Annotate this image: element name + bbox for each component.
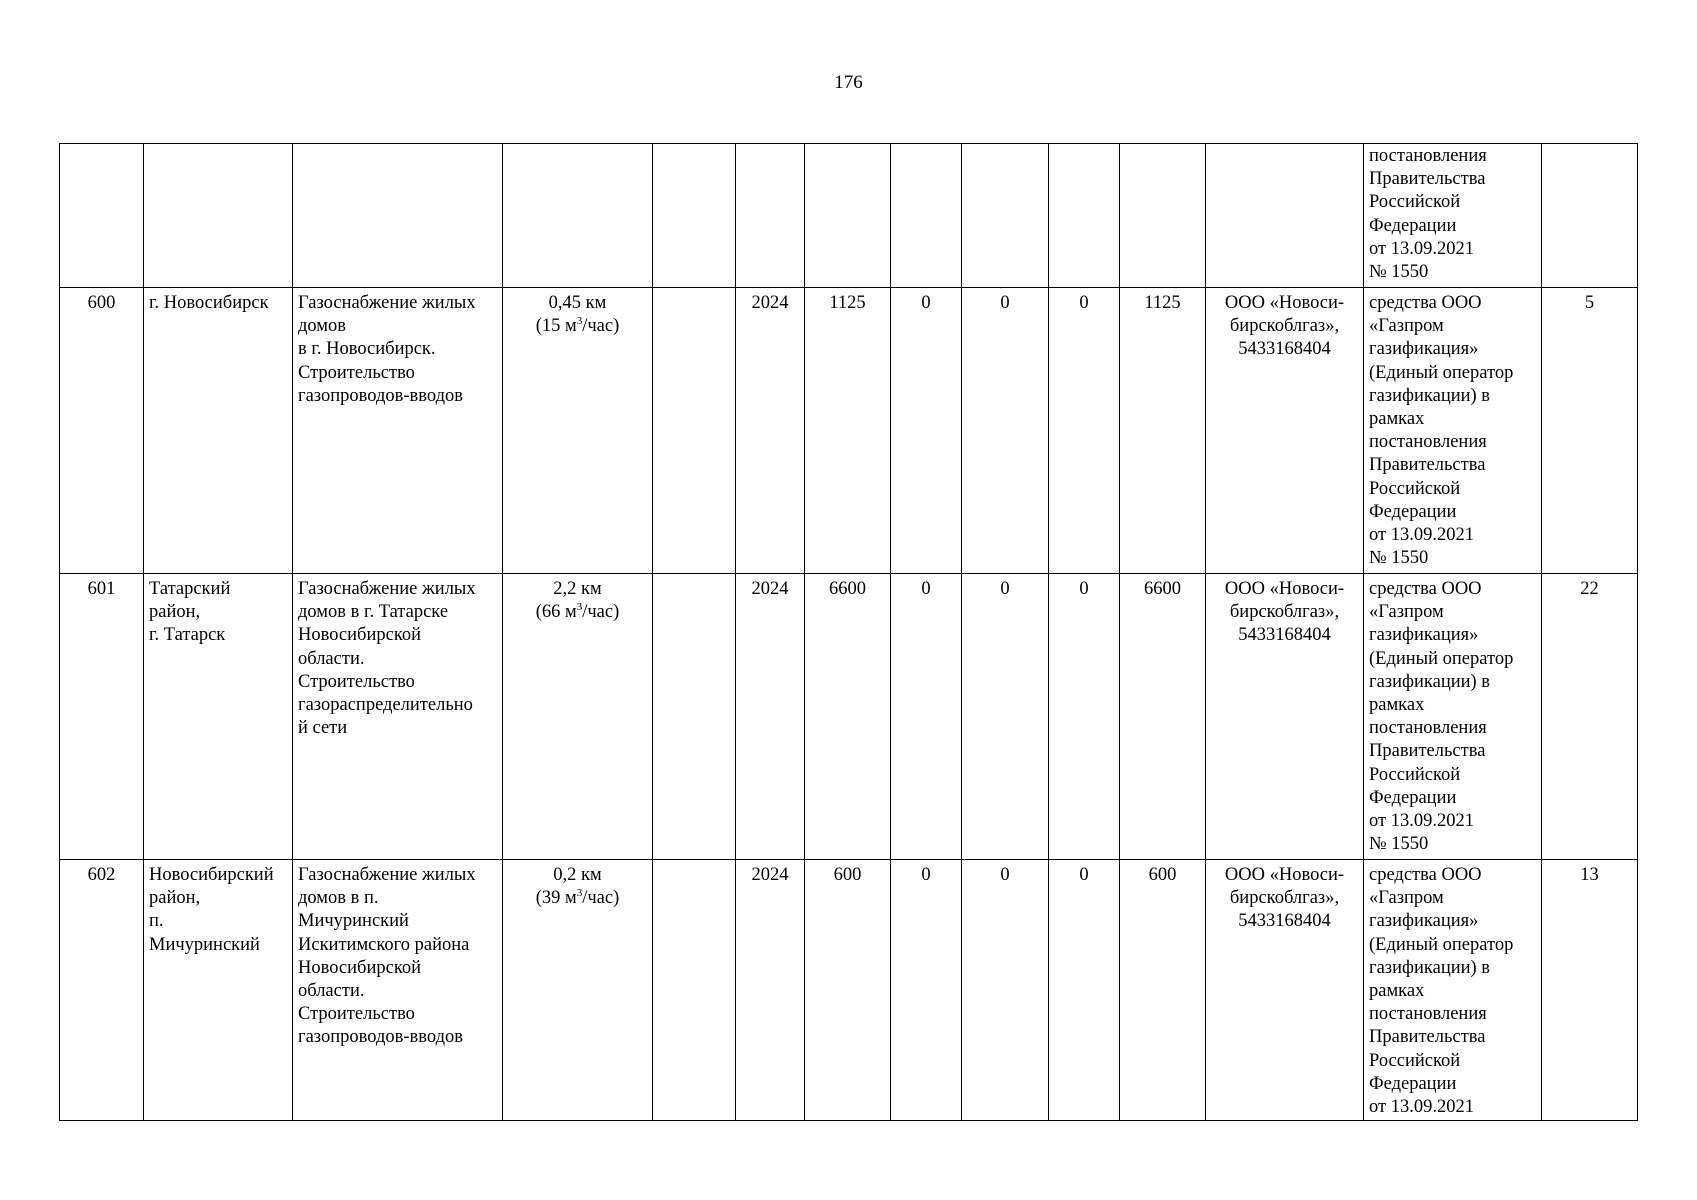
cell-count: 13 (1542, 860, 1638, 1121)
cell-location: Новосибирский район, п. Мичуринский (144, 860, 293, 1121)
cell-year: 2024 (736, 574, 805, 860)
cell-v4: 1125 (1120, 288, 1206, 574)
cell-total: 1125 (805, 288, 891, 574)
cell-v4: 600 (1120, 860, 1206, 1121)
cell-v1: 0 (891, 574, 962, 860)
cell-v2: 0 (962, 288, 1049, 574)
cell-capacity (503, 860, 653, 1121)
cell-v2: 0 (962, 574, 1049, 860)
cell-org: ООО «Новоси- бирскоблгаз», 5433168404 (1206, 860, 1364, 1121)
cell-num: 600 (60, 288, 144, 574)
cell-v1: 0 (891, 860, 962, 1121)
cell-v3: 0 (1049, 860, 1120, 1121)
cell-v1 (891, 144, 962, 288)
cell-v3: 0 (1049, 574, 1120, 860)
length-text: 0,2 км (553, 865, 602, 885)
cell-location (144, 144, 293, 288)
cell-description: Газоснабжение жилых домов в г. Татарске Новосибирской области. Строительство газораспределительно й сети (293, 574, 503, 860)
cell-v4 (1120, 144, 1206, 288)
cell-count: 5 (1542, 288, 1638, 574)
cell-total: 600 (805, 860, 891, 1121)
cell-description (293, 144, 503, 288)
capacity-text: (66 $м^3/час$) (535, 601, 620, 623)
cell-capacity (503, 288, 653, 574)
capacity-text: (39 $м^3/час$) (535, 887, 620, 909)
cell-source: средства ООО «Газпром газификация» (Единый оператор газификации) в рамках постановления Правительства Российской Федерации от 13.09.2021 (1364, 860, 1542, 1121)
length-text: 2,2 км (553, 579, 602, 599)
cell-v3: 0 (1049, 288, 1120, 574)
cell-total (805, 144, 891, 288)
cell-count (1542, 144, 1638, 288)
cell-v3 (1049, 144, 1120, 288)
cell-org: ООО «Новоси- бирскоблгаз», 5433168404 (1206, 288, 1364, 574)
cell-v2 (962, 144, 1049, 288)
cell-description: Газоснабжение жилых домов в п. Мичуринский Искитимского района Новосибирской области. Строительство газопроводов-вводов (293, 860, 503, 1121)
cell-empty (653, 860, 736, 1121)
cell-source: средства ООО «Газпром газификация» (Единый оператор газификации) в рамках постановления Правительства Российской Федерации от 13.09.2021 № 1550 (1364, 288, 1542, 574)
cell-total: 6600 (805, 574, 891, 860)
cell-v4: 6600 (1120, 574, 1206, 860)
cell-v1: 0 (891, 288, 962, 574)
cell-num: 601 (60, 574, 144, 860)
table-row-continuation (60, 144, 1638, 288)
page-number: 176 (834, 72, 863, 93)
cell-location: Татарский район, г. Татарск (144, 574, 293, 860)
cell-capacity (503, 144, 653, 288)
cell-source: постановления Правительства Российской Федерации от 13.09.2021 № 1550 (1364, 144, 1542, 288)
cell-description: Газоснабжение жилых домов в г. Новосибирск. Строительство газопроводов-вводов (293, 288, 503, 574)
cell-year (736, 144, 805, 288)
table-row (60, 860, 1638, 1121)
table-row (60, 574, 1638, 860)
cell-v2: 0 (962, 860, 1049, 1121)
cell-location: г. Новосибирск (144, 288, 293, 574)
cell-capacity (503, 574, 653, 860)
cell-empty (653, 574, 736, 860)
cell-num (60, 144, 144, 288)
cell-empty (653, 288, 736, 574)
cell-num: 602 (60, 860, 144, 1121)
cell-org (1206, 144, 1364, 288)
cell-year: 2024 (736, 860, 805, 1121)
cell-count: 22 (1542, 574, 1638, 860)
length-text: 0,45 км (548, 293, 607, 313)
cell-empty (653, 144, 736, 288)
cell-year: 2024 (736, 288, 805, 574)
cell-source: средства ООО «Газпром газификация» (Единый оператор газификации) в рамках постановления Правительства Российской Федерации от 13.09.2021 № 1550 (1364, 574, 1542, 860)
investment-table (59, 143, 1638, 1121)
table-row (60, 288, 1638, 574)
capacity-text: (15 $м^3/час$) (535, 315, 620, 337)
cell-org: ООО «Новоси- бирскоблгаз», 5433168404 (1206, 574, 1364, 860)
